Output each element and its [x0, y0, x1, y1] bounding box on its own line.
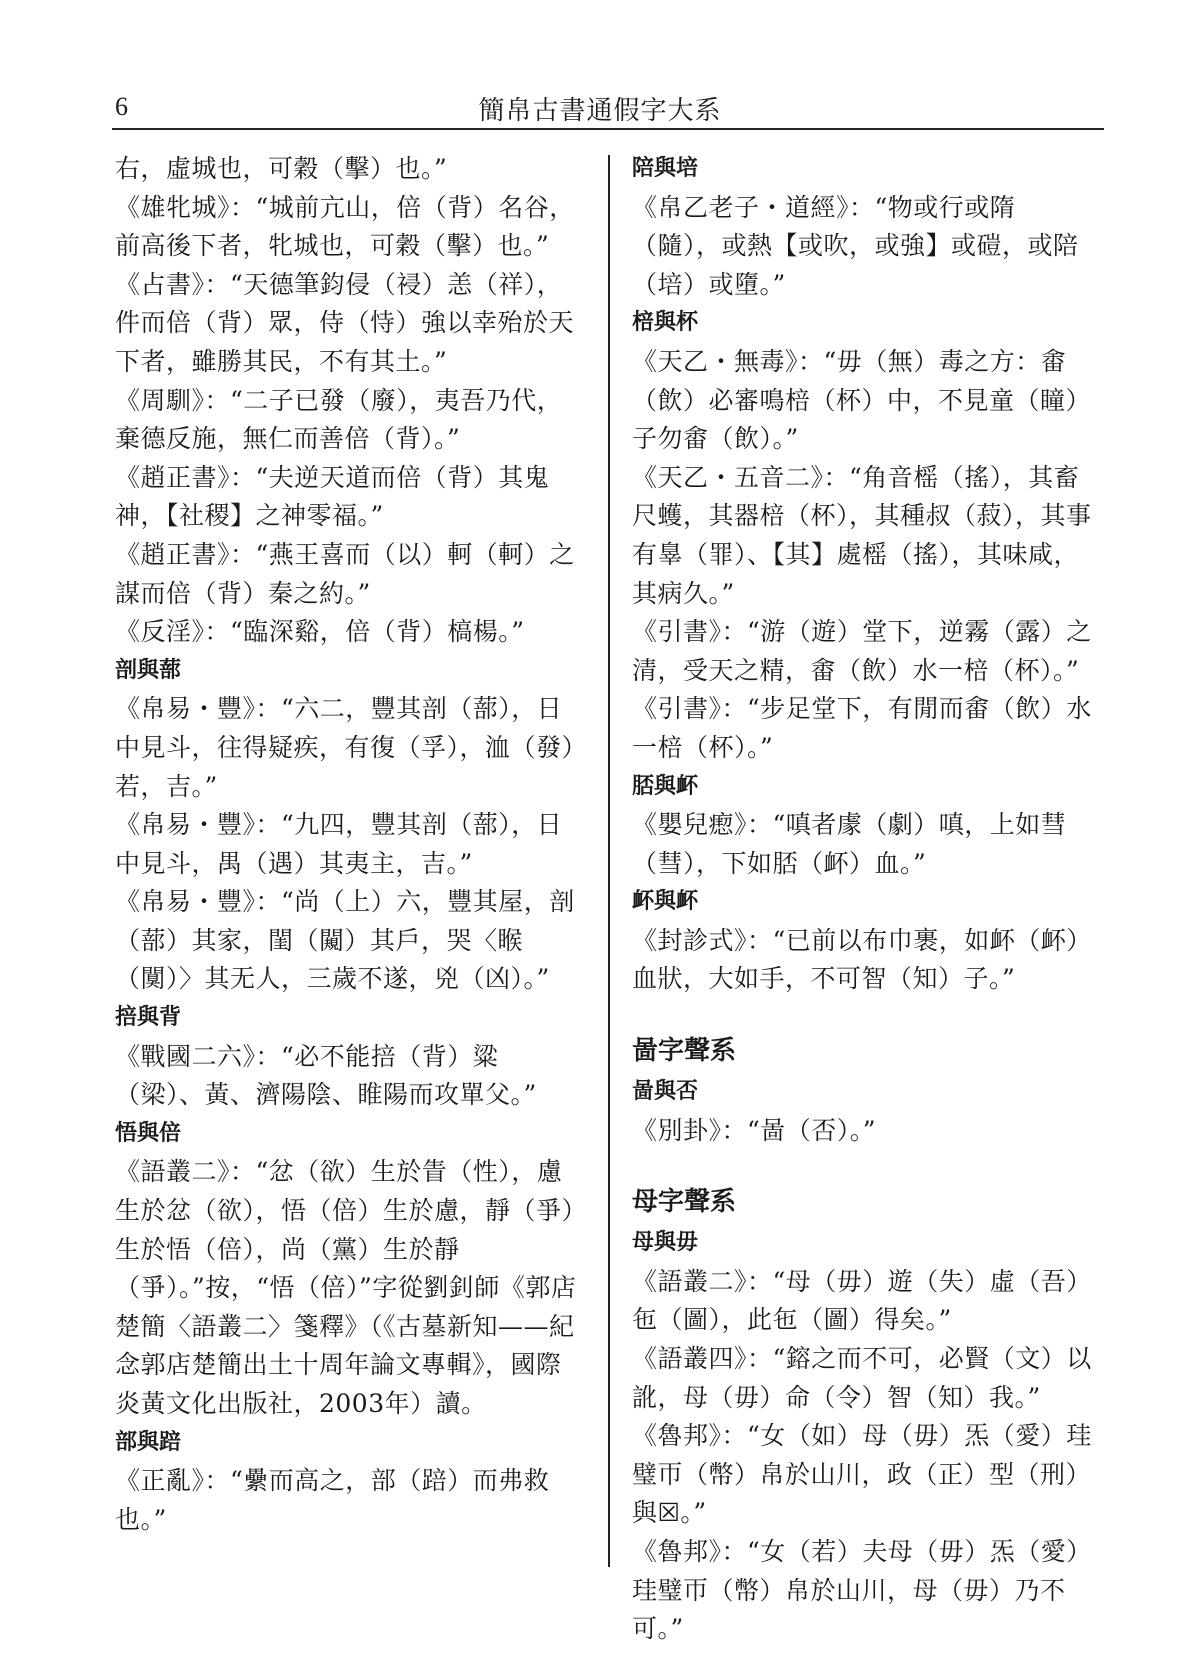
left-paragraph: 《帛易・豐》：“尚（上）六，豐其屋，剖（蔀）其家，閨（闚）其戶，哭〈睺（闃）〉其无人，三歲不遂，兇（凶）。”	[115, 887, 575, 994]
page-number: 6	[115, 92, 128, 121]
left-paragraph: 《反淫》：“臨深谿，倍（背）槁楊。”	[115, 617, 525, 647]
left-paragraph: 《帛易・豐》：“六二，豐其剖（蔀），日中見斗，往得疑疾，有復（孚），洫（發）若，吉。”	[115, 694, 575, 801]
right-paragraph: 《魯邦》：“女（若）夫母（毋）炁（愛）珪璧帀（幣）帛於山川，母（毋）乃不可。”	[632, 1537, 1092, 1644]
left-subheading: 部與踣	[115, 1429, 182, 1455]
right-paragraph: 《帛乙老子・道經》：“物或行或隋（隨），或熱【或吹，或強】或磑，或陪（培）或墮。”	[632, 192, 1079, 299]
right-subheading: 衃與衃	[632, 889, 699, 915]
right-paragraph: 《魯邦》：“女（如）母（毋）炁（愛）珪璧帀（幣）帛於山川，政（正）型（刑）與☒。”	[632, 1421, 1092, 1528]
right-subheading: 陪與培	[632, 156, 699, 181]
right-paragraph: 《語叢四》：“鎔之而不可，必賢（文）以訛，母（毋）命（令）智（知）我。”	[632, 1344, 1092, 1412]
column-divider	[608, 155, 610, 1567]
left-column	[115, 150, 585, 1539]
left-paragraph: 《戰國二六》：“必不能掊（背）粱（梁）、黃、濟陽陰、睢陽而攻單父。”	[115, 1041, 537, 1110]
right-paragraph: 《引書》：“游（遊）堂下，逆霧（露）之清，受天之精，畬（飲）水一棓（杯）。”	[632, 617, 1092, 685]
left-paragraph: 《正亂》：“纍而高之，部（踣）而弗救也。”	[115, 1466, 550, 1534]
left-paragraph: 《雄牝城》：“城前亢山，倍（背）名谷，前高後下者，牝城也，可穀（擊）也。”	[115, 192, 575, 261]
left-paragraph: 《帛易・豐》：“九四，豐其剖（蔀），日中見斗，禺（遇）其夷主，吉。”	[115, 810, 563, 878]
left-subheading: 悟與倍	[115, 1120, 182, 1146]
left-subheading: 掊與背	[115, 1005, 182, 1031]
right-subheading: 啚與否	[632, 1079, 699, 1105]
right-paragraph: 《天乙・五音二》：“角音榣（搖），其畜尺蠖，其器棓（杯），其種叔（菽），其事有辠（罪）、【其】處榣（搖），其味咸，其病久。”	[632, 462, 1092, 608]
left-paragraph: 《占書》：“天德筆鈞侵（祲）恙（祥），件而倍（背）眾，侍（恃）強以幸殆於天下者，雖勝其民，不有其土。”	[115, 269, 575, 376]
right-section-heading: 啚字聲系	[632, 1036, 737, 1067]
left-paragraph: 《趙正書》：“燕王喜而（以）軻（軻）之謀而倍（背）秦之約。”	[115, 539, 575, 608]
header-rule	[112, 128, 1104, 130]
left-paragraph: 《周馴》：“二子已發（廢），夷吾乃代，棄德反施，無仁而善倍（背）。”	[115, 385, 563, 454]
right-paragraph: 《封診式》：“已前以布巾裹，如衃（衃）血狀，大如手，不可智（知）子。”	[632, 925, 1092, 994]
left-paragraph: 《趙正書》：“夫逆天道而倍（背）其鬼神，【社稷】之神零福。”	[115, 462, 550, 531]
right-paragraph: 《語叢二》：“母（毋）遊（失）虛（吾）㐌（圖），此㐌（圖）得矣。”	[632, 1266, 1092, 1335]
right-column	[632, 150, 1102, 1649]
running-title: 簡帛古書通假字大系	[478, 96, 722, 126]
left-paragraph: 《語叢二》：“忿（欲）生於眚（性），慮生於忿（欲），悟（倍）生於慮，靜（爭）生於悟（倍），尚（黨）生於靜（爭）。”按，“悟（倍）”字從劉釗師《郭店楚簡〈語叢二〉箋釋》（《古墓新知——紀念郭店楚簡出土十周年論文專輯》，國際炎黃文化出版社，2003年）讀。	[115, 1157, 577, 1418]
right-subheading: 母與毋	[632, 1230, 699, 1256]
left-subheading: 剖與蔀	[115, 657, 182, 683]
right-section-heading: 母字聲系	[632, 1187, 737, 1218]
left-paragraph: 右，虛城也，可穀（擊）也。”	[115, 154, 448, 183]
right-paragraph: 《別卦》：“啚（否）。”	[632, 1115, 877, 1145]
right-subheading: 棓與杯	[632, 310, 699, 336]
right-paragraph: 《引書》：“步足堂下，有閒而畬（飲）水一棓（杯）。”	[632, 694, 1092, 762]
right-subheading: 脴與衃	[632, 773, 699, 799]
right-paragraph: 《嬰兒瘛》：“嗔者豦（劇）嗔，上如彗（彗），下如脴（衃）血。”	[632, 810, 1067, 878]
right-paragraph: 《天乙・無毒》：“毋（無）毒之方：畬（飲）必審鳴棓（杯）中，不見童（瞳）子勿畬（飲）。”	[632, 346, 1092, 454]
